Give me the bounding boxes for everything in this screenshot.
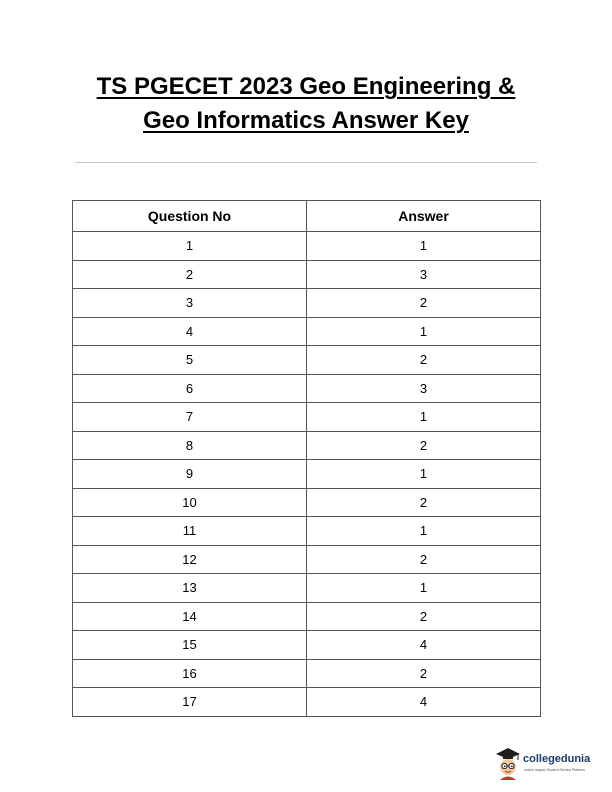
answer-cell: 1: [307, 317, 541, 346]
question-number-cell: 9: [73, 460, 307, 489]
answer-cell: 1: [307, 460, 541, 489]
table-header-row: [73, 201, 541, 232]
question-number-cell: 8: [73, 431, 307, 460]
question-number-cell: 16: [73, 659, 307, 688]
question-number-cell: 7: [73, 403, 307, 432]
answer-cell: 4: [307, 631, 541, 660]
table-row: [73, 431, 541, 460]
answer-cell: 2: [307, 431, 541, 460]
answer-cell: 1: [307, 232, 541, 261]
table-row: [73, 403, 541, 432]
answer-cell: 2: [307, 659, 541, 688]
table-row: [73, 659, 541, 688]
table-row: [73, 688, 541, 717]
table-row: [73, 317, 541, 346]
answer-cell: 1: [307, 517, 541, 546]
brand-watermark: [494, 746, 604, 782]
answer-cell: 2: [307, 488, 541, 517]
brand-name: collegedunia: [523, 753, 591, 765]
table-row: [73, 289, 541, 318]
graduate-mascot-icon: [494, 746, 522, 780]
brand-tagline: India's largest Student Review Platform: [524, 768, 585, 772]
question-number-cell: 11: [73, 517, 307, 546]
answer-cell: 2: [307, 289, 541, 318]
question-number-cell: 3: [73, 289, 307, 318]
answer-cell: 3: [307, 374, 541, 403]
table-row: [73, 631, 541, 660]
answer-cell: 3: [307, 260, 541, 289]
question-number-cell: 12: [73, 545, 307, 574]
answer-cell: 2: [307, 545, 541, 574]
table-row: [73, 545, 541, 574]
table-row: [73, 346, 541, 375]
answer-cell: 1: [307, 574, 541, 603]
page-title: [0, 70, 612, 138]
answer-cell: 2: [307, 346, 541, 375]
column-header-answer: Answer: [307, 201, 541, 232]
question-number-cell: 14: [73, 602, 307, 631]
question-number-cell: 1: [73, 232, 307, 261]
table-row: [73, 374, 541, 403]
answer-cell: 2: [307, 602, 541, 631]
table-row: [73, 602, 541, 631]
table-row: [73, 260, 541, 289]
page-title-line-2: Geo Informatics Answer Key: [143, 107, 469, 134]
question-number-cell: 6: [73, 374, 307, 403]
question-number-cell: 5: [73, 346, 307, 375]
question-number-cell: 15: [73, 631, 307, 660]
page-title-line-1: TS PGECET 2023 Geo Engineering &: [96, 73, 516, 100]
table-row: [73, 460, 541, 489]
question-number-cell: 2: [73, 260, 307, 289]
question-number-cell: 10: [73, 488, 307, 517]
answer-cell: 1: [307, 403, 541, 432]
question-number-cell: 4: [73, 317, 307, 346]
answer-cell: 4: [307, 688, 541, 717]
answer-key-table: [72, 200, 541, 717]
column-header-question: Question No: [73, 201, 307, 232]
table-row: [73, 517, 541, 546]
table-body: [73, 232, 541, 717]
question-number-cell: 13: [73, 574, 307, 603]
table-row: [73, 232, 541, 261]
question-number-cell: 17: [73, 688, 307, 717]
table-row: [73, 488, 541, 517]
table-row: [73, 574, 541, 603]
divider: [75, 162, 537, 163]
